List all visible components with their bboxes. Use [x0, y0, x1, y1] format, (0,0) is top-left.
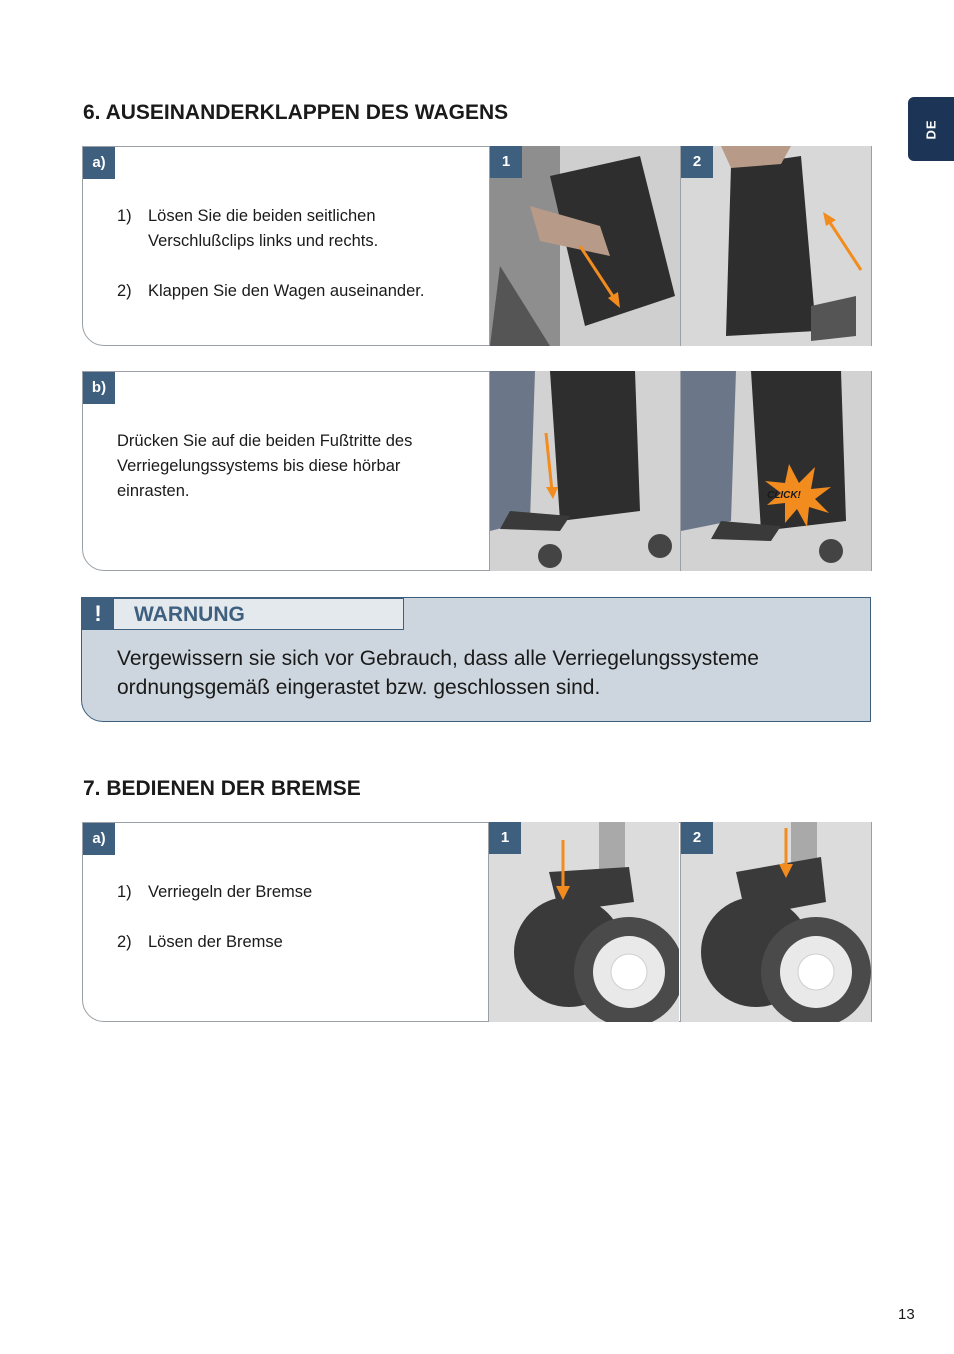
photo-brake-lock	[488, 822, 679, 1022]
photo-lock-pedal	[489, 371, 680, 571]
photo-label-2: 2	[681, 822, 713, 854]
step-text: Lösen Sie die beiden seitlichen Verschlußclips links und rechts.	[148, 207, 379, 250]
step-text: Verriegeln der Bremse	[148, 883, 313, 901]
list-item	[117, 279, 477, 304]
step-number: 2)	[117, 282, 132, 300]
warning-icon: !	[82, 598, 114, 630]
photo-unfold-step-2	[680, 146, 871, 346]
instruction-text: Drücken Sie auf die beiden Fußtritte des Verriegelungssystems bis diese hörbar einrasten.	[117, 432, 413, 500]
warning-text: Vergewissern sie sich vor Gebrauch, dass alle Verriegelungssysteme ordnungsgemäß eingerastet bzw. geschlossen sind.	[117, 647, 759, 699]
list-item	[117, 204, 477, 254]
section-7-panel-a	[82, 822, 872, 1022]
section-6-panel-b	[82, 371, 872, 571]
step-text: Klappen Sie den Wagen auseinander.	[148, 282, 425, 300]
panel-label-b: b)	[83, 372, 115, 404]
page-number: 13	[898, 1306, 915, 1323]
section-7-title: 7. BEDIENEN DER BREMSE	[83, 777, 361, 800]
warning-box	[81, 597, 871, 722]
photo-label-2: 2	[681, 146, 713, 178]
step-number: 2)	[117, 933, 132, 951]
steps-list	[117, 880, 477, 980]
step-number: 1)	[117, 883, 132, 901]
photo-lock-click	[680, 371, 871, 571]
photo-label-1: 1	[489, 822, 521, 854]
panel-label-a: a)	[83, 147, 115, 179]
section-6-title: 6. AUSEINANDERKLAPPEN DES WAGENS	[83, 101, 509, 124]
warning-title: WARNUNG	[114, 598, 404, 630]
click-label: CLICK!	[767, 490, 801, 501]
list-item	[117, 880, 477, 905]
language-tab	[908, 97, 954, 161]
panel-label-a: a)	[83, 823, 115, 855]
photo-label-1: 1	[490, 146, 522, 178]
step-number: 1)	[117, 207, 132, 225]
photo-unfold-step-1	[489, 146, 680, 346]
list-item	[117, 930, 477, 955]
section-6-panel-a	[82, 146, 872, 346]
steps-list	[117, 204, 477, 329]
step-text: Lösen der Bremse	[148, 933, 283, 951]
language-tab-label: DE	[923, 118, 939, 140]
photo-brake-release	[680, 822, 871, 1022]
